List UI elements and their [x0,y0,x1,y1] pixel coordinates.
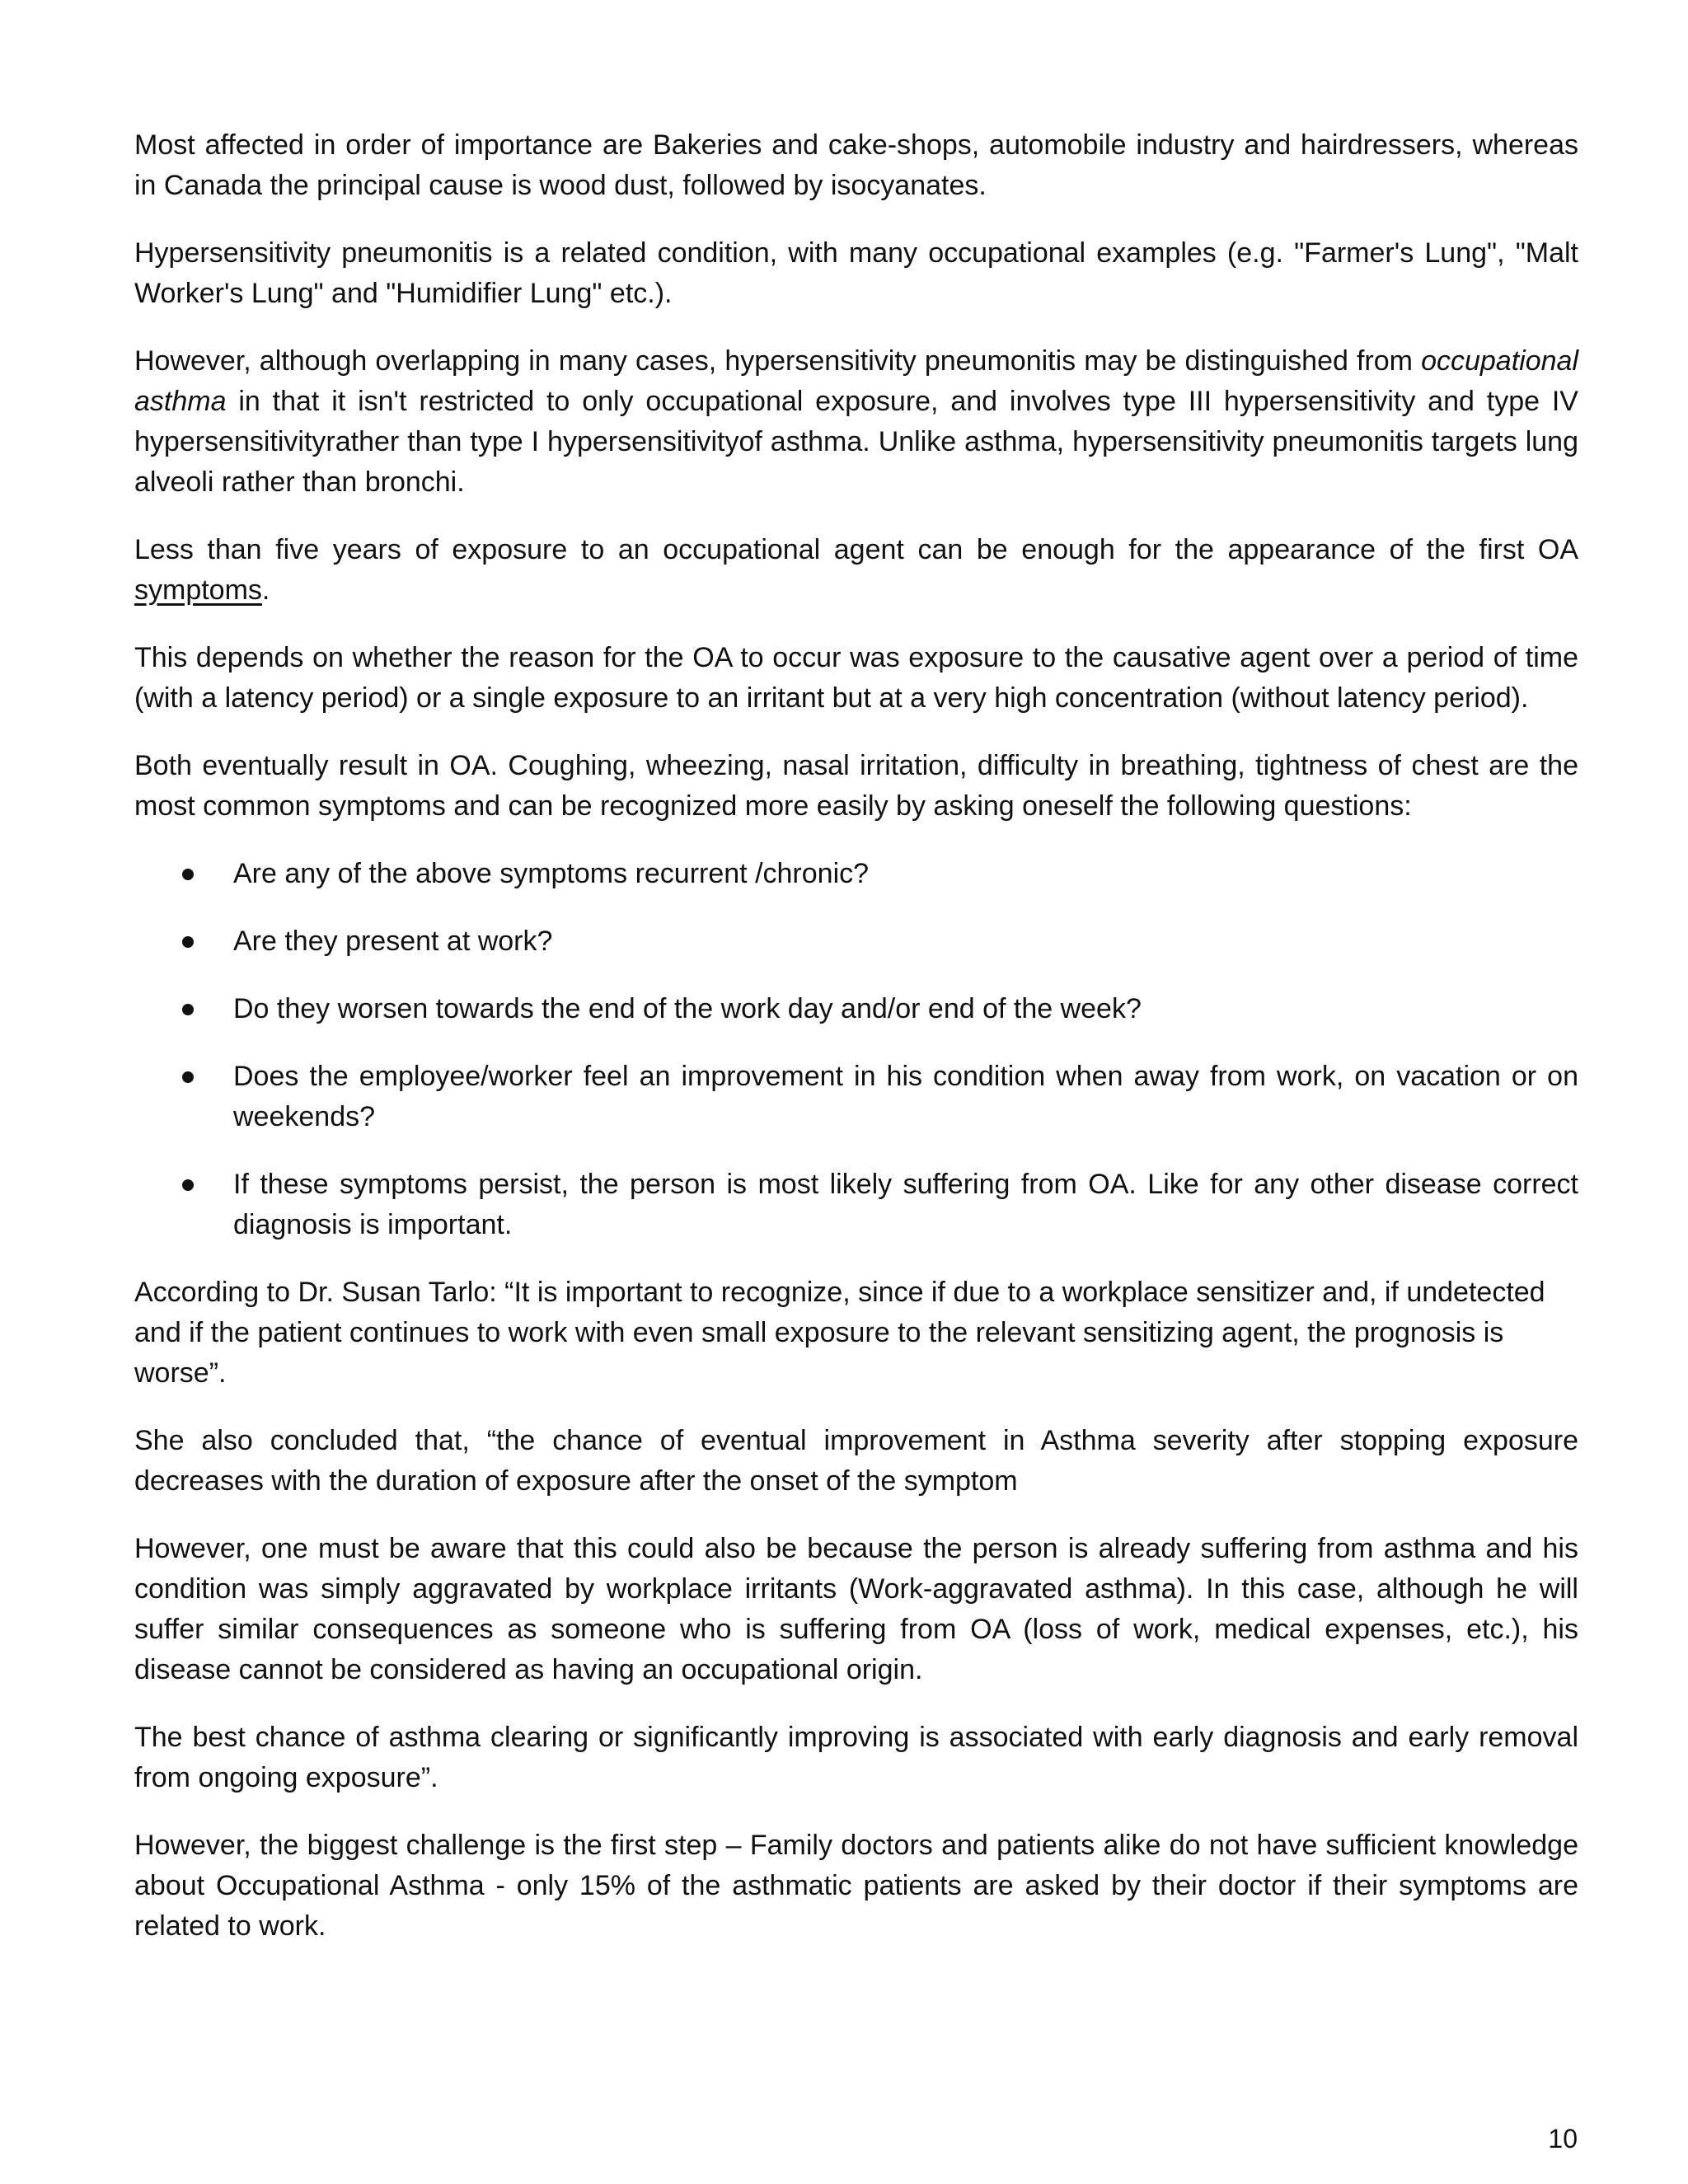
paragraph-affected-industries: Most affected in order of importance are Bakeries and cake-shops, automobile industry and hairdressers, whereas in Canada the principal cause is wood dust, followed by isocyanates. [134,129,1578,201]
paragraph-improvement: She also concluded that, “the chance of eventual improvement in Asthma severity after stopping exposure decreases with the duration of exposure after the onset of the symptom [134,1425,1578,1497]
paragraph-tarlo-quote: According to Dr. Susan Tarlo: “It is important to recognize, since if due to a workplace sensitizer and, if undetected and if the patient continues to work with even small exposure to the relevant sensitizing agent, the prognosis is worse”. [134,1277,1545,1389]
italic-term: occupational asthma [134,345,1578,417]
list-item-text: If these symptoms persist, the person is most likely suffering from OA. Like for any other disease correct diagnosis is important. [233,1169,1578,1240]
paragraph-latency: This depends on whether the reason for the OA to occur was exposure to the causative agent over a period of time (with a latency period) or a single exposure to an irritant but at a very high concentration (without latency period). [134,642,1578,714]
bullet-icon [182,1179,194,1191]
list-item-text: Do they worsen towards the end of the work day and/or end of the week? [233,993,1142,1024]
paragraph-text: However, although overlapping in many cases, hypersensitivity pneumonitis may be distinguished from [134,345,1422,377]
bullet-icon [182,869,194,880]
list-item [134,854,1578,894]
paragraph-early-diagnosis: The best chance of asthma clearing or significantly improving is associated with early diagnosis and early removal from ongoing exposure”. [134,1722,1578,1793]
bullet-icon [182,1004,194,1015]
paragraph-symptoms: Both eventually result in OA. Coughing, wheezing, nasal irritation, difficulty in breathing, tightness of chest are the most common symptoms and can be recognized more easily by asking oneself the following questions: [134,750,1578,822]
paragraph-hypersensitivity-distinction [134,341,1578,503]
bullet-icon [182,1071,194,1083]
symptoms-link[interactable]: symptoms [134,574,262,606]
list-item-text: Are they present at work? [233,926,553,957]
document-body [134,125,1578,1947]
list-item [134,1165,1578,1245]
paragraph-text: Less than five years of exposure to an occupational agent can be enough for the appearance of the first OA [134,534,1578,565]
list-item-text: Are any of the above symptoms recurrent /chronic? [233,858,870,889]
bullet-icon [182,936,194,948]
page-number: 10 [1548,2124,1578,2154]
list-item [134,921,1578,962]
list-item [134,989,1578,1029]
paragraph-challenge: However, the biggest challenge is the first step – Family doctors and patients alike do not have sufficient knowledge about Occupational Asthma - only 15% of the asthmatic patients are asked by their doctor if their symptoms are related to work. [134,1830,1578,1942]
paragraph-hypersensitivity-intro: Hypersensitivity pneumonitis is a related condition, with many occupational examples (e.g. "Farmer's Lung", "Malt Worker's Lung" and "Humidifier Lung" etc.). [134,237,1578,309]
paragraph-text: . [261,574,270,606]
paragraph-work-aggravated: However, one must be aware that this could also be because the person is already suffering from asthma and his condition was simply aggravated by workplace irritants (Work-aggravated asthma). In this case, although he will suffer similar consequences as someone who is suffering from OA (loss of work, medical expenses, etc.), his disease cannot be considered as having an occupational origin. [134,1533,1578,1685]
questions-list [134,854,1578,1245]
list-item [134,1057,1578,1137]
paragraph-text: in that it isn't restricted to only occupational exposure, and involves type III hypersensitivity and type IV hypersensitivityrather than type I hypersensitivityof asthma. Unlike asthma, hypersensitivity pneumonitis targets lung alveoli rather than bronchi. [134,386,1578,498]
list-item-text: Does the employee/worker feel an improvement in his condition when away from work, on vacation or on weekends? [233,1061,1578,1132]
paragraph-exposure-duration [134,530,1578,611]
